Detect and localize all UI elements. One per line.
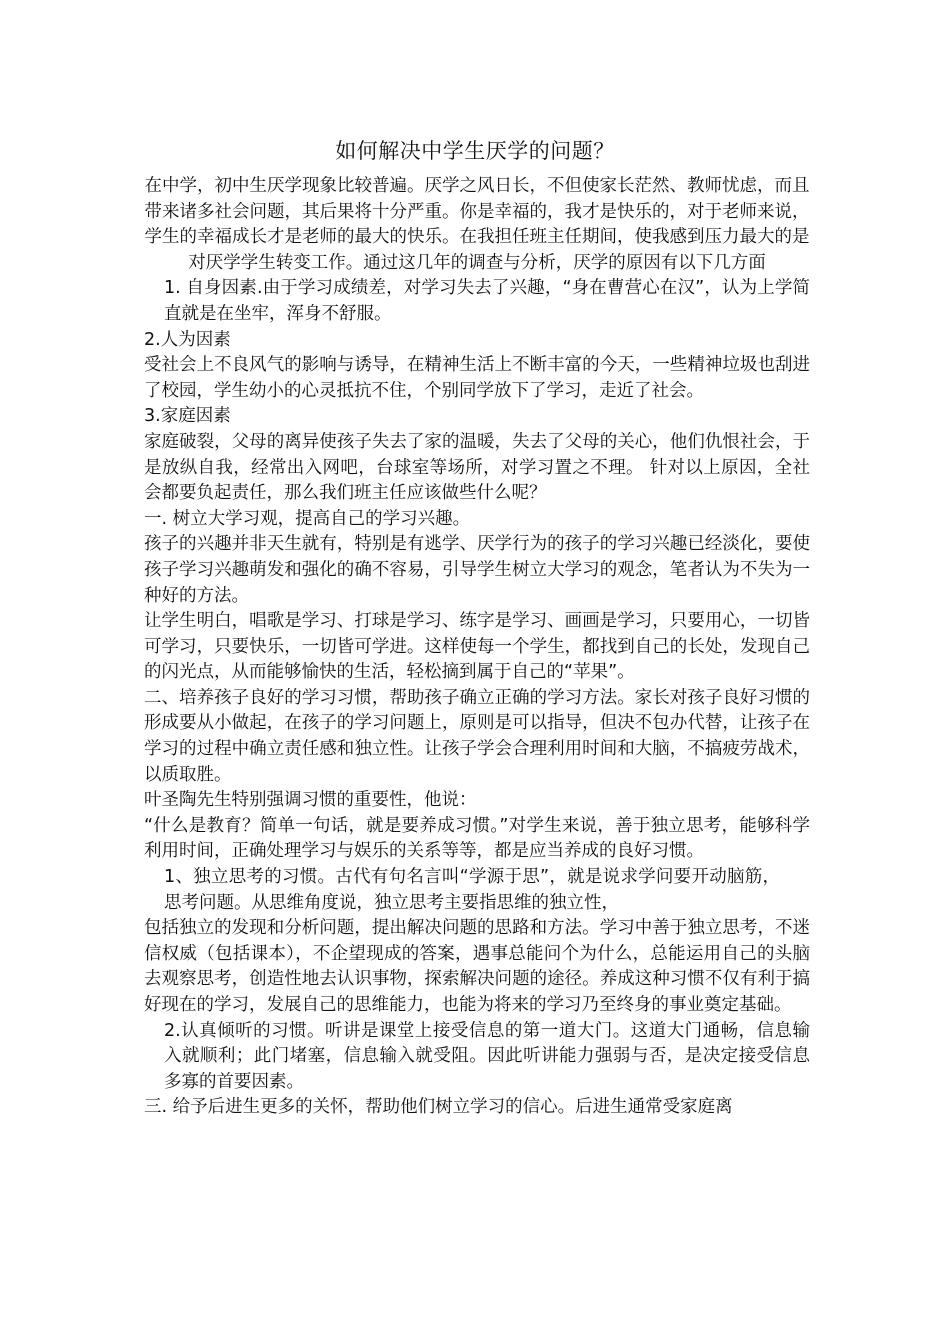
- reason-2-paragraph: 受社会上不良风气的影响与诱导，在精神生活上不断丰富的今天，一些精神垃圾也刮进了校园，学生幼小的心灵抵抗不住，个别同学放下了学习，走近了社会。: [144, 355, 810, 401]
- intro-paragraph: 在中学，初中生厌学现象比较普遍。厌学之风日长，不但使家长茫然、教师忧虑，而且带来诸多社会问题，其后果将十分严重。你是幸福的，我才是快乐的，对于老师来说，学生的幸福成长才是老师的最大的快乐。在我担任班主任期间，使我感到压力最大的是对厌学学生转变工作。通过这几年的调查与分析，厌学的原因有以下几方面: [144, 176, 810, 273]
- section-1-paragraph-b: 让学生明白，唱歌是学习、打球是学习、练字是学习、画画是学习，只要用心，一切皆可学习，只要快乐，一切皆可学进。这样使每一个学生，都找到自己的长处，发现自己的闪光点，从而能够愉快的生活，轻松摘到属于自己的“苹果”。: [144, 611, 810, 683]
- document-body: [144, 174, 810, 1121]
- reason-3-heading: 3.家庭因素: [144, 406, 231, 427]
- section-2-paragraph: 二、培养孩子良好的学习习惯，帮助孩子确立正确的学习方法。家长对孩子良好习惯的形成要从小做起，在孩子的学习问题上，原则是可以指导，但决不包办代替，让孩子在学习的过程中确立责任感和独立性。让孩子学会合理利用时间和大脑，不搞疲劳战术，以质取胜。: [144, 687, 810, 785]
- quote-intro-paragraph: 叶圣陶先生特别强调习惯的重要性，他说：: [144, 790, 477, 811]
- reason-2-heading: 2.人为因素: [144, 329, 231, 350]
- section-1-paragraph-a: 孩子的兴趣并非天生就有，特别是有逃学、厌学行为的孩子的学习兴趣已经淡化，要使孩子学习兴趣萌发和强化的确不容易，引导学生树立大学习的观念，笔者认为不失为一种好的方法。: [144, 534, 810, 606]
- habit-1-paragraph-a: 1、独立思考的习惯。古代有句名言叫“学源于思”，就是说求学问要开动脑筋，思考问题。从思维角度说，独立思考主要指思维的独立性，: [164, 867, 780, 913]
- quote-paragraph: “什么是教育？简单一句话，就是要养成习惯。”对学生来说，善于独立思考，能够科学利用时间，正确处理学习与娱乐的关系等等，都是应当养成的良好习惯。: [144, 815, 810, 862]
- reason-3-paragraph: 家庭破裂，父母的离异使孩子失去了家的温暖，失去了父母的关心，他们仇恨社会，于是放纵自我，经常出入网吧，台球室等场所，对学习置之不理。 针对以上原因，全社会都要负起责任，那么我们班主任应该做些什么呢？: [144, 431, 810, 504]
- habit-2-paragraph: 2.认真倾听的习惯。听讲是课堂上接受信息的第一道大门。这道大门通畅，信息输入就顺利；此门堵塞，信息输入就受阻。因此听讲能力强弱与否，是决定接受信息多寡的首要因素。: [164, 1020, 810, 1092]
- section-3-paragraph: 三. 给予后进生更多的关怀，帮助他们树立学习的信心。后进生通常受家庭离: [144, 1097, 733, 1118]
- reason-1-paragraph: 1. 自身因素.由于学习成绩差，对学习失去了兴趣，“身在曹营心在汉”，认为上学简直就是在坐牢，浑身不舒服。: [164, 278, 810, 324]
- habit-1-paragraph-b: 包括独立的发现和分析问题，提出解决问题的思路和方法。学习中善于独立思考，不迷信权威（包括课本），不企望现成的答案，遇事总能问个为什么，总能运用自己的头脑去观察思考，创造性地去认识事物，探索解决问题的途径。养成这种习惯不仅有利于搞好现在的学习，发展自己的思维能力，也能为将来的学习乃至终身的事业奠定基础。: [144, 918, 810, 1015]
- document-title: 如何解决中学生厌学的问题？: [335, 139, 615, 163]
- section-1-heading: 一. 树立大学习观，提高自己的学习兴趣。: [144, 508, 471, 529]
